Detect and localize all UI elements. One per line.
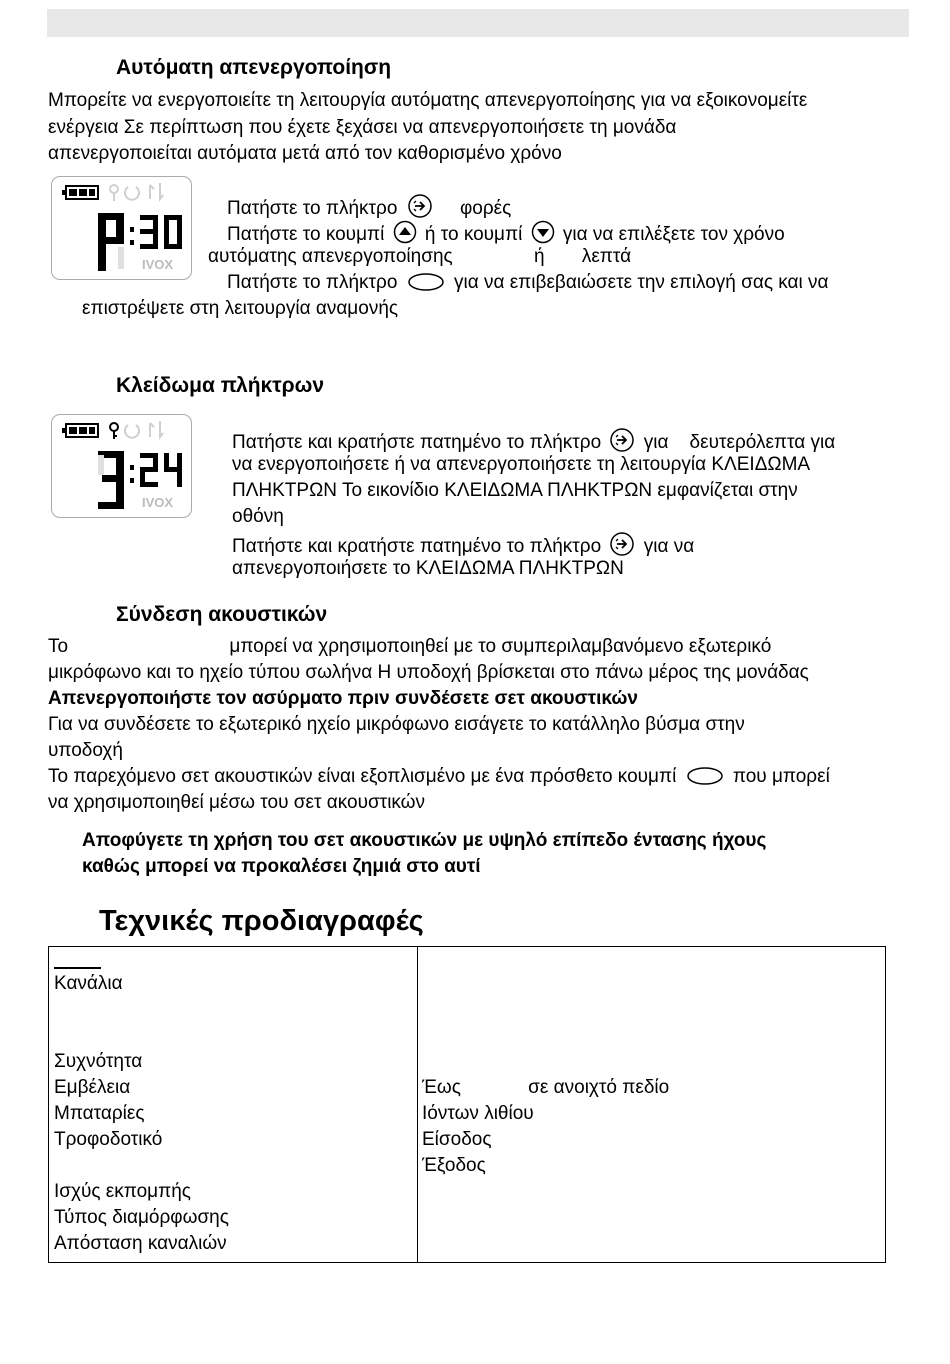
headset-line-2: μικρόφωνο και το ηχείο τύπου σωλήνα Η υποδοχή βρίσκεται στο πάνω μέρος της μονάδας: [48, 662, 809, 683]
specs-column-divider: [417, 947, 418, 1262]
headset-text-6a: Το παρεχόμενο σετ ακουστικών είναι εξοπλισμένο με ένα πρόσθετο κουμπί: [48, 766, 677, 787]
headset-heading: Σύνδεση ακουστικών: [116, 603, 328, 626]
auto-off-step-3: [227, 272, 829, 298]
spec-value-batteries: Ιόντων λιθίου: [422, 1103, 534, 1124]
headset-text-1a: Το: [48, 636, 69, 657]
spec-range-a: Έως: [422, 1077, 461, 1098]
spec-range-b: σε ανοιχτό πεδίο: [528, 1077, 670, 1098]
spec-label-modulation: Τύπος διαμόρφωσης: [54, 1207, 229, 1228]
headset-line-5: υποδοχή: [48, 740, 123, 761]
spec-label-batteries: Μπαταρίες: [54, 1103, 145, 1124]
auto-off-step-2-cont: [208, 246, 631, 268]
digit-3: [140, 215, 158, 249]
auto-off-intro-2: ενέργεια Σε περίπτωση που έχετε ξεχάσει να απενεργοποιήσετε τη μονάδα: [48, 117, 677, 138]
digit-4: [164, 453, 182, 487]
header-bar: [47, 9, 909, 37]
step2-text-f: λεπτά: [581, 246, 632, 267]
step2-text-d: αυτόματης απενεργοποίησης: [208, 246, 453, 267]
ptt-button-icon: [407, 272, 445, 298]
keylock-heading: Κλείδωμα πλήκτρων: [116, 374, 325, 397]
step3-text-a: Πατήστε το πλήκτρο: [227, 272, 398, 293]
headset-line-7: να χρησιμοποιηθεί μέσω του σετ ακουστικών: [48, 792, 426, 813]
keylock-line-4: οθόνη: [232, 506, 284, 527]
spec-label-channels: Κανάλια: [54, 973, 123, 994]
step2-text-c: για να επιλέξετε τον χρόνο: [562, 224, 785, 245]
keylock-text-5a: Πατήστε και κρατήστε πατημένο το πλήκτρο: [232, 536, 602, 557]
specs-heading: Τεχνικές προδιαγραφές: [99, 905, 424, 937]
dim-status-icons: [110, 183, 163, 201]
battery-icon: [62, 186, 98, 199]
digit-0: [164, 215, 182, 249]
keylock-line-2: να ενεργοποιήσετε ή να απενεργοποιήσετε τη λειτουργία ΚΛΕΙΔΩΜΑ: [232, 454, 811, 475]
specs-table: [48, 946, 886, 1263]
ivox-label: IVOX: [142, 257, 174, 272]
keylock-text-1b: για δευτερόλεπτα για: [643, 432, 836, 453]
step2-text-a: Πατήστε το κουμπί: [227, 224, 385, 245]
spec-label-tx-power: Ισχύς εκπομπής: [54, 1181, 191, 1202]
headset-line-4: Για να συνδέσετε το εξωτερικό ηχείο μικρόφωνο εισάγετε το κατάλληλο βύσμα στην: [48, 714, 745, 735]
headset-text-6b: που μπορεί: [732, 766, 830, 787]
auto-off-intro-1: Μπορείτε να ενεργοποιείτε τη λειτουργία αυτόματης απενεργοποίησης για να εξοικονομείτε: [48, 90, 808, 111]
digit-2: [140, 453, 158, 487]
keylock-line-3: ΠΛΗΚΤΡΩΝ Το εικονίδιο ΚΛΕΙΔΩΜΑ ΠΛΗΚΤΡΩΝ εμφανίζεται στην: [232, 480, 798, 501]
spec-label-range: Εμβέλεια: [54, 1077, 131, 1098]
dim-status-icons: [125, 421, 163, 438]
hearing-warning-2: καθώς μπορεί να προκαλέσει ζημιά στο αυτί: [82, 856, 481, 877]
keylock-text-5b: για να: [643, 536, 695, 557]
ivox-label: IVOX: [142, 495, 174, 510]
spec-value-range: [422, 1077, 669, 1099]
ptt-button-icon: [686, 766, 724, 792]
spec-label-adapter: Τροφοδοτικό: [54, 1129, 163, 1150]
step3-text-b: για να επιβεβαιώσετε την επιλογή σας και να: [453, 272, 829, 293]
auto-off-step-3-cont: επιστρέψετε στη λειτουργία αναμονής: [82, 298, 399, 319]
hearing-warning-1: Αποφύγετε τη χρήση του σετ ακουστικών με υψηλό επίπεδο έντασης ήχους: [82, 830, 767, 851]
step1-text-a: Πατήστε το πλήκτρο: [227, 198, 398, 219]
key-icon: [110, 423, 118, 439]
keylock-line-6: απενεργοποιήσετε το ΚΛΕΙΔΩΜΑ ΠΛΗΚΤΡΩΝ: [232, 558, 624, 579]
headset-warning-off: Απενεργοποιήστε τον ασύρματο πριν συνδέσετε σετ ακουστικών: [48, 688, 638, 709]
headset-line-6: [48, 766, 830, 792]
battery-icon: [62, 424, 98, 437]
spec-value-input: Είσοδος: [422, 1129, 492, 1150]
step2-text-e: ή: [533, 246, 545, 267]
headset-text-1b: μπορεί να χρησιμοποιηθεί με το συμπεριλαμβανόμενο εξωτερικό: [229, 636, 772, 657]
spec-value-output: Έξοδος: [422, 1155, 486, 1176]
auto-off-intro-3: απενεργοποιείται αυτόματα μετά από τον καθορισμένο χρόνο: [48, 143, 562, 164]
lcd-display-keylock: [51, 414, 192, 518]
headset-line-1: [48, 636, 771, 658]
step1-text-b: φορές: [459, 198, 512, 219]
auto-off-heading: Αυτόματη απενεργοποίηση: [116, 56, 392, 79]
step2-text-b: ή το κουμπί: [424, 224, 523, 245]
specs-underline: [54, 967, 101, 969]
spec-label-spacing: Απόσταση καναλιών: [54, 1233, 227, 1254]
lcd-display-auto-off: [51, 176, 192, 280]
spec-label-frequency: Συχνότητα: [54, 1051, 143, 1072]
keylock-text-1a: Πατήστε και κρατήστε πατημένο το πλήκτρο: [232, 432, 602, 453]
